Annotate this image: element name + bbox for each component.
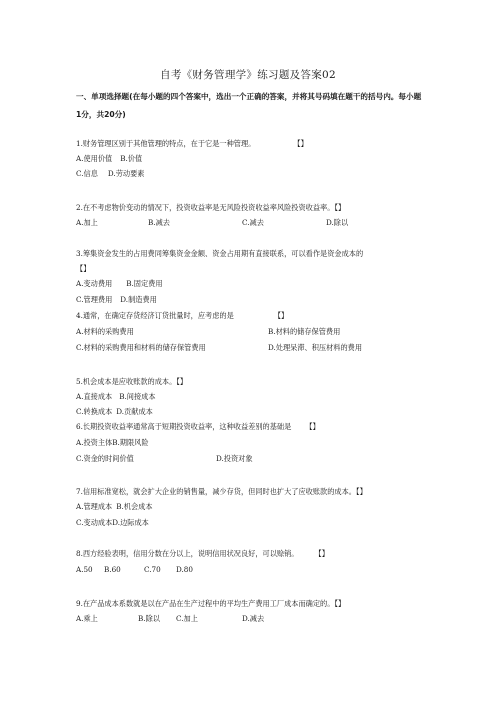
option-d: D.劳动要素 [107, 169, 145, 178]
stem-text: 6.长期投资收益率通常高于短期投资收益率，这种收益差别的基础是 [76, 422, 292, 431]
question-1-stem [76, 139, 308, 149]
question-3-options-row1 [76, 279, 163, 289]
question-5-options-row2 [76, 407, 153, 417]
option-d: D.边际成本 [112, 518, 149, 527]
answer-bracket: 【】 [334, 203, 346, 212]
option-c: C.加上 [176, 614, 198, 623]
question-3-options-row2 [76, 295, 157, 305]
document-title: 自考《财务管理学》练习题及答案02 [160, 69, 336, 81]
question-7-stem [76, 487, 367, 497]
option-a: A.变动费用 [76, 279, 113, 288]
option-c: C.变动成本 [76, 518, 113, 527]
question-6-stem [76, 422, 320, 432]
option-b: B.60 [104, 565, 121, 574]
option-b: B.固定费用 [126, 279, 163, 288]
option-b: B.除以 [138, 614, 160, 623]
question-3-stem [76, 249, 363, 259]
question-2-stem [76, 203, 345, 213]
option-d: D.除以 [326, 218, 349, 227]
question-7-options-row2 [76, 518, 149, 528]
option-a: A.使用价值 [76, 154, 113, 163]
answer-bracket: 【】 [176, 377, 188, 386]
question-7-options-row1 [76, 502, 153, 512]
stem-text: 1.财务管理区别于其他管理的特点，在于它是一种管理。 [76, 139, 256, 148]
stem-text: 3.筹集资金发生的占用费同筹集资金金额、资金占用期有直接联系，可以看作是资金成本的 [76, 249, 364, 258]
stem-text: 7.信用标准宽松，就会扩大企业的销售量，减少存货，但同时也扩大了应收账款的成本。 [76, 487, 356, 496]
question-1-options-row2 [76, 169, 144, 179]
answer-bracket: 【】 [76, 264, 91, 273]
question-9-stem [76, 599, 345, 609]
option-d: D.减去 [242, 614, 265, 623]
option-c: C.信息 [76, 169, 98, 178]
option-b: B.间接成本 [119, 392, 156, 401]
option-c: C.转换成本 [76, 407, 113, 416]
option-a: A.50 [76, 565, 93, 574]
question-1-options-row1 [76, 154, 142, 164]
option-b: B.价值 [120, 154, 143, 163]
option-b: B.期限风险 [112, 438, 149, 447]
option-a: A.加上 [76, 218, 98, 227]
stem-text: 9.在产品成本系数就是以在产品在生产过程中的平均生产费用工厂成本而确定的。 [76, 599, 335, 608]
option-c: C.管理费用 [76, 295, 113, 304]
option-d: D.贡献成本 [116, 407, 153, 416]
stem-text: 8.西方经验表明，信用分数在分以上，说明信用状况良好，可以赊销。 [76, 549, 299, 558]
question-6-options-row1 [76, 438, 149, 448]
option-d: D.80 [176, 565, 193, 574]
question-8-stem [76, 549, 329, 559]
answer-bracket: 【】 [334, 599, 346, 608]
stem-text: 5.机会成本是应收账款的成本。 [76, 377, 177, 386]
option-a: A.直接成本 [76, 392, 113, 401]
option-a: A.投资主体 [76, 438, 113, 447]
option-d: D.制造费用 [120, 295, 157, 304]
question-5-options-row1 [76, 392, 156, 402]
option-b: B.机会成本 [116, 502, 153, 511]
answer-bracket: 【】 [314, 549, 329, 558]
option-c: C.减去 [242, 218, 264, 227]
option-b: B.材料的储存保管费用 [268, 327, 341, 336]
stem-text: 4.通常，在确定存货经济订货批量时，应考虑的是 [76, 311, 234, 320]
question-3-bracket-line [76, 264, 90, 274]
section-instructions: 一、单项选择题(在每小题的四个答案中，选出一个正确的答案，并将其号码填在题干的括号内。每小题1分，共20分) [76, 92, 422, 119]
stem-text: 2.在不考虑物价变动的情况下，投资收益率是无风险投资收益率风险投资收益率。 [76, 203, 335, 212]
question-4-stem [76, 311, 288, 321]
answer-bracket: 【】 [305, 422, 320, 431]
answer-bracket: 【】 [293, 139, 308, 148]
option-a: A.管理成本 [76, 502, 113, 511]
option-a: A.乘上 [76, 614, 98, 623]
option-c: C.70 [144, 565, 161, 574]
answer-bracket: 【】 [356, 487, 367, 496]
answer-bracket: 【】 [273, 311, 289, 320]
option-d: D.投资对象 [216, 454, 253, 463]
option-c: C.资金的时间价值 [76, 454, 134, 463]
question-5-stem [76, 377, 187, 387]
option-b: B.减去 [148, 218, 170, 227]
option-c: C.材料的采购费用和材料的储存保管费用 [76, 343, 206, 352]
option-d: D.处理呆滞、积压材料的费用 [268, 343, 363, 352]
option-a: A.材料的采购费用 [76, 327, 134, 336]
